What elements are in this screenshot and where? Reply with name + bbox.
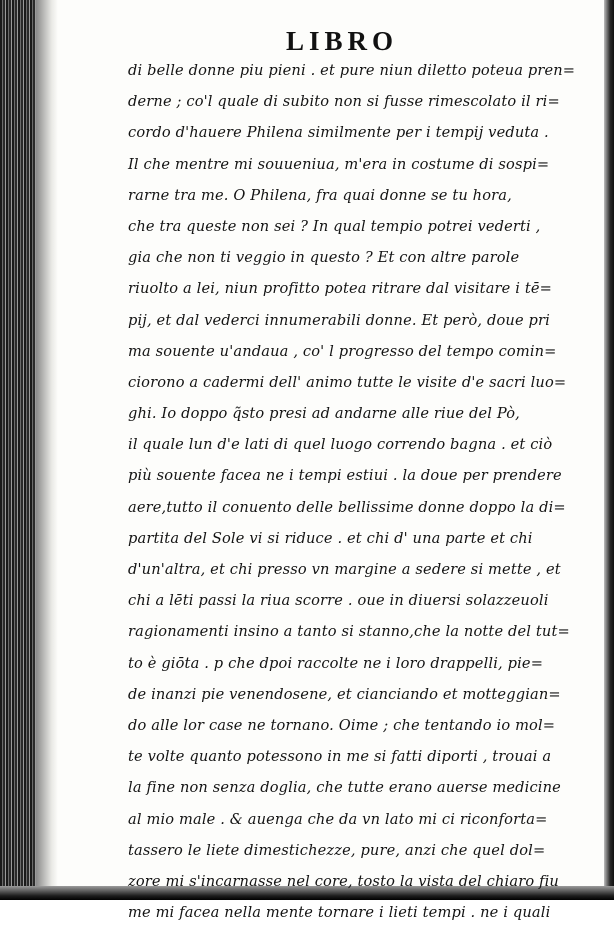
- text-line: to è giōta . p che dpoi raccolte ne i loro drappelli, pie=: [128, 654, 544, 672]
- page-right-edge: [604, 0, 614, 900]
- text-line: al mio male . & auenga che da vn lato mi ci riconforta=: [128, 810, 548, 828]
- text-line: rarne tra me. O Philena, fra quai donne se tu hora,: [128, 186, 512, 204]
- text-line: zore mi s'incarnasse nel core, tosto la vista del chiaro fiu: [128, 872, 559, 890]
- text-line: chi a lēti passi la riua scorre . oue in diuersi solazzeuoli: [128, 592, 549, 610]
- text-line: che tra queste non sei ? In qual tempio potrei vederti ,: [128, 217, 541, 235]
- text-line: d'un'altra, et chi presso vn margine a sedere si mette , et: [128, 561, 561, 578]
- text-line: riuolto a lei, niun profitto potea ritrare dal visitare i tē=: [128, 280, 553, 298]
- text-line: ghi. Io doppo q̃sto presi ad andarne alle riue del Pò,: [128, 405, 520, 423]
- text-line: la fine non senza doglia, che tutte erano auerse medicine: [128, 779, 561, 797]
- text-line: aere,tutto il conuento delle bellissime donne doppo la di=: [128, 498, 566, 516]
- text-line: pij, et dal vederci innumerabili donne. Et però, doue pri: [128, 311, 550, 329]
- running-header: LIBRO: [286, 26, 399, 56]
- text-line: partita del Sole vi si riduce . et chi d' una parte et chi: [128, 529, 533, 547]
- gutter-shadow: [36, 0, 58, 900]
- text-line: tassero le liete dimestichezze, pure, anzi che quel dol=: [128, 841, 546, 859]
- text-line: derne ; co'l quale di subito non si fusse rimescolato il ri=: [128, 93, 560, 111]
- text-line: ciorono a cadermi dell' animo tutte le visite d'e sacri luo=: [128, 373, 567, 391]
- text-line: ragionamenti insino a tanto si stanno,che la notte del tut=: [128, 623, 570, 641]
- text-line: cordo d'hauere Philena similmente per i tempij veduta .: [128, 124, 549, 142]
- text-line: gia che non ti veggio in questo ? Et con altre parole: [128, 249, 520, 267]
- text-line: de inanzi pie venendosene, et cianciando et motteggian=: [128, 685, 561, 703]
- text-line: ma souente u'andaua , co' l progresso del tempo comin=: [128, 342, 557, 360]
- text-line: do alle lor case ne tornano. Oime ; che tentando io mol=: [128, 716, 556, 734]
- text-line: me mi facea nella mente tornare i lieti tempi . ne i quali: [128, 904, 551, 922]
- text-line: più souente facea ne i tempi estiui . la doue per prendere: [128, 467, 562, 485]
- text-line: di belle donne piu pieni . et pure niun diletto poteua pren=: [128, 62, 576, 79]
- text-line: il quale lun d'e lati di quel luogo correndo bagna . et ciò: [128, 436, 553, 454]
- body-text: [128, 55, 580, 928]
- text-line: Il che mentre mi souueniua, m'era in costume di sospi=: [128, 155, 550, 173]
- text-line: te volte quanto potessono in me si fatti diporti , trouai a: [128, 748, 552, 766]
